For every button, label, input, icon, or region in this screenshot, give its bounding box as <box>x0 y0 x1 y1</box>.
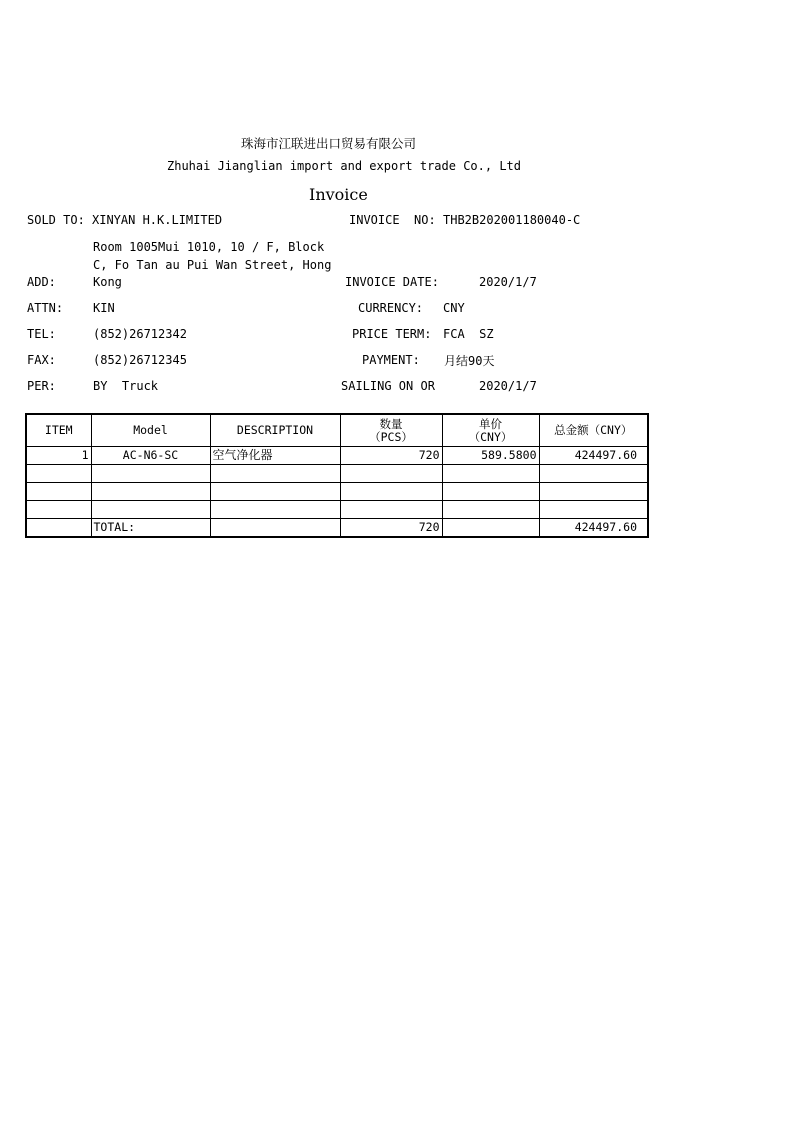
empty-cell <box>26 483 91 501</box>
table-row-empty <box>26 501 648 519</box>
total-quantity: 720 <box>340 519 442 538</box>
add-value: Kong <box>93 275 122 289</box>
cell-model: AC-N6-SC <box>91 447 210 465</box>
sailing-label: SAILING ON OR <box>341 379 435 393</box>
fax-value: (852)26712345 <box>93 353 187 367</box>
empty-cell <box>539 483 648 501</box>
empty-cell <box>539 501 648 519</box>
table-row <box>26 447 648 465</box>
per-label: PER: <box>27 379 56 393</box>
document-title: Invoice <box>309 185 368 204</box>
header-quantity <box>340 414 442 447</box>
total-amount: 424497.60 <box>539 519 648 538</box>
empty-cell <box>442 501 539 519</box>
header-description: DESCRIPTION <box>210 414 340 447</box>
cell-unit-price: 589.5800 <box>442 447 539 465</box>
currency-label: CURRENCY: <box>358 301 424 315</box>
cell-amount: 424497.60 <box>539 447 648 465</box>
header-unit-price <box>442 414 539 447</box>
table-row-empty <box>26 483 648 501</box>
price-term-label: PRICE TERM: <box>352 327 432 341</box>
empty-cell <box>210 519 340 538</box>
company-name-en: Zhuhai Jianglian import and export trade Co., Ltd <box>167 159 522 173</box>
header-quantity-line1: 数量 <box>379 416 403 431</box>
currency-value: CNY <box>443 301 465 315</box>
cell-description: 空气净化器 <box>210 447 340 465</box>
empty-cell <box>210 501 340 519</box>
per-value: BY Truck <box>93 379 159 393</box>
tel-value: (852)26712342 <box>93 327 187 341</box>
payment-value: 月结90天 <box>444 354 495 368</box>
total-label: TOTAL: <box>91 519 210 538</box>
header-amount: 总金额（CNY） <box>539 414 648 447</box>
empty-cell <box>26 465 91 483</box>
invoice-no-value: THB2B202001180040-C <box>443 213 581 227</box>
address-line-2: C, Fo Tan au Pui Wan Street, Hong <box>93 258 332 272</box>
empty-cell <box>442 519 539 538</box>
empty-cell <box>91 465 210 483</box>
payment-label: PAYMENT: <box>362 353 420 367</box>
add-label: ADD: <box>27 275 56 289</box>
empty-cell <box>340 483 442 501</box>
invoice-date-value: 2020/1/7 <box>479 275 537 289</box>
empty-cell <box>340 465 442 483</box>
table-row-empty <box>26 465 648 483</box>
empty-cell <box>91 483 210 501</box>
empty-cell <box>539 465 648 483</box>
header-model: Model <box>91 414 210 447</box>
invoice-date-label: INVOICE DATE: <box>345 275 439 289</box>
header-item: ITEM <box>26 414 91 447</box>
company-name-cn: 珠海市江联进出口贸易有限公司 <box>241 136 417 151</box>
address-line-1: Room 1005Mui 1010, 10 / F, Block <box>93 240 325 254</box>
table-header-row <box>26 414 648 447</box>
header-quantity-line2: （PCS） <box>369 429 413 444</box>
tel-label: TEL: <box>27 327 56 341</box>
empty-cell <box>442 465 539 483</box>
empty-cell <box>210 465 340 483</box>
cell-quantity: 720 <box>340 447 442 465</box>
empty-cell <box>26 501 91 519</box>
fax-label: FAX: <box>27 353 56 367</box>
sold-to-label: SOLD TO: <box>27 213 85 227</box>
attn-value: KIN <box>93 301 115 315</box>
empty-cell <box>340 501 442 519</box>
empty-cell <box>26 519 91 538</box>
empty-cell <box>91 501 210 519</box>
attn-label: ATTN: <box>27 301 64 315</box>
invoice-no-label: INVOICE NO: <box>349 213 436 227</box>
header-unit-price-line2: （CNY） <box>468 429 513 444</box>
cell-item: 1 <box>26 447 91 465</box>
sold-to-value: XINYAN H.K.LIMITED <box>92 213 223 227</box>
empty-cell <box>210 483 340 501</box>
table-total-row <box>26 519 648 538</box>
header-unit-price-line1: 单价 <box>479 416 502 431</box>
sailing-value: 2020/1/7 <box>479 379 537 393</box>
empty-cell <box>442 483 539 501</box>
items-table <box>25 413 649 538</box>
price-term-value: FCA SZ <box>443 327 494 341</box>
